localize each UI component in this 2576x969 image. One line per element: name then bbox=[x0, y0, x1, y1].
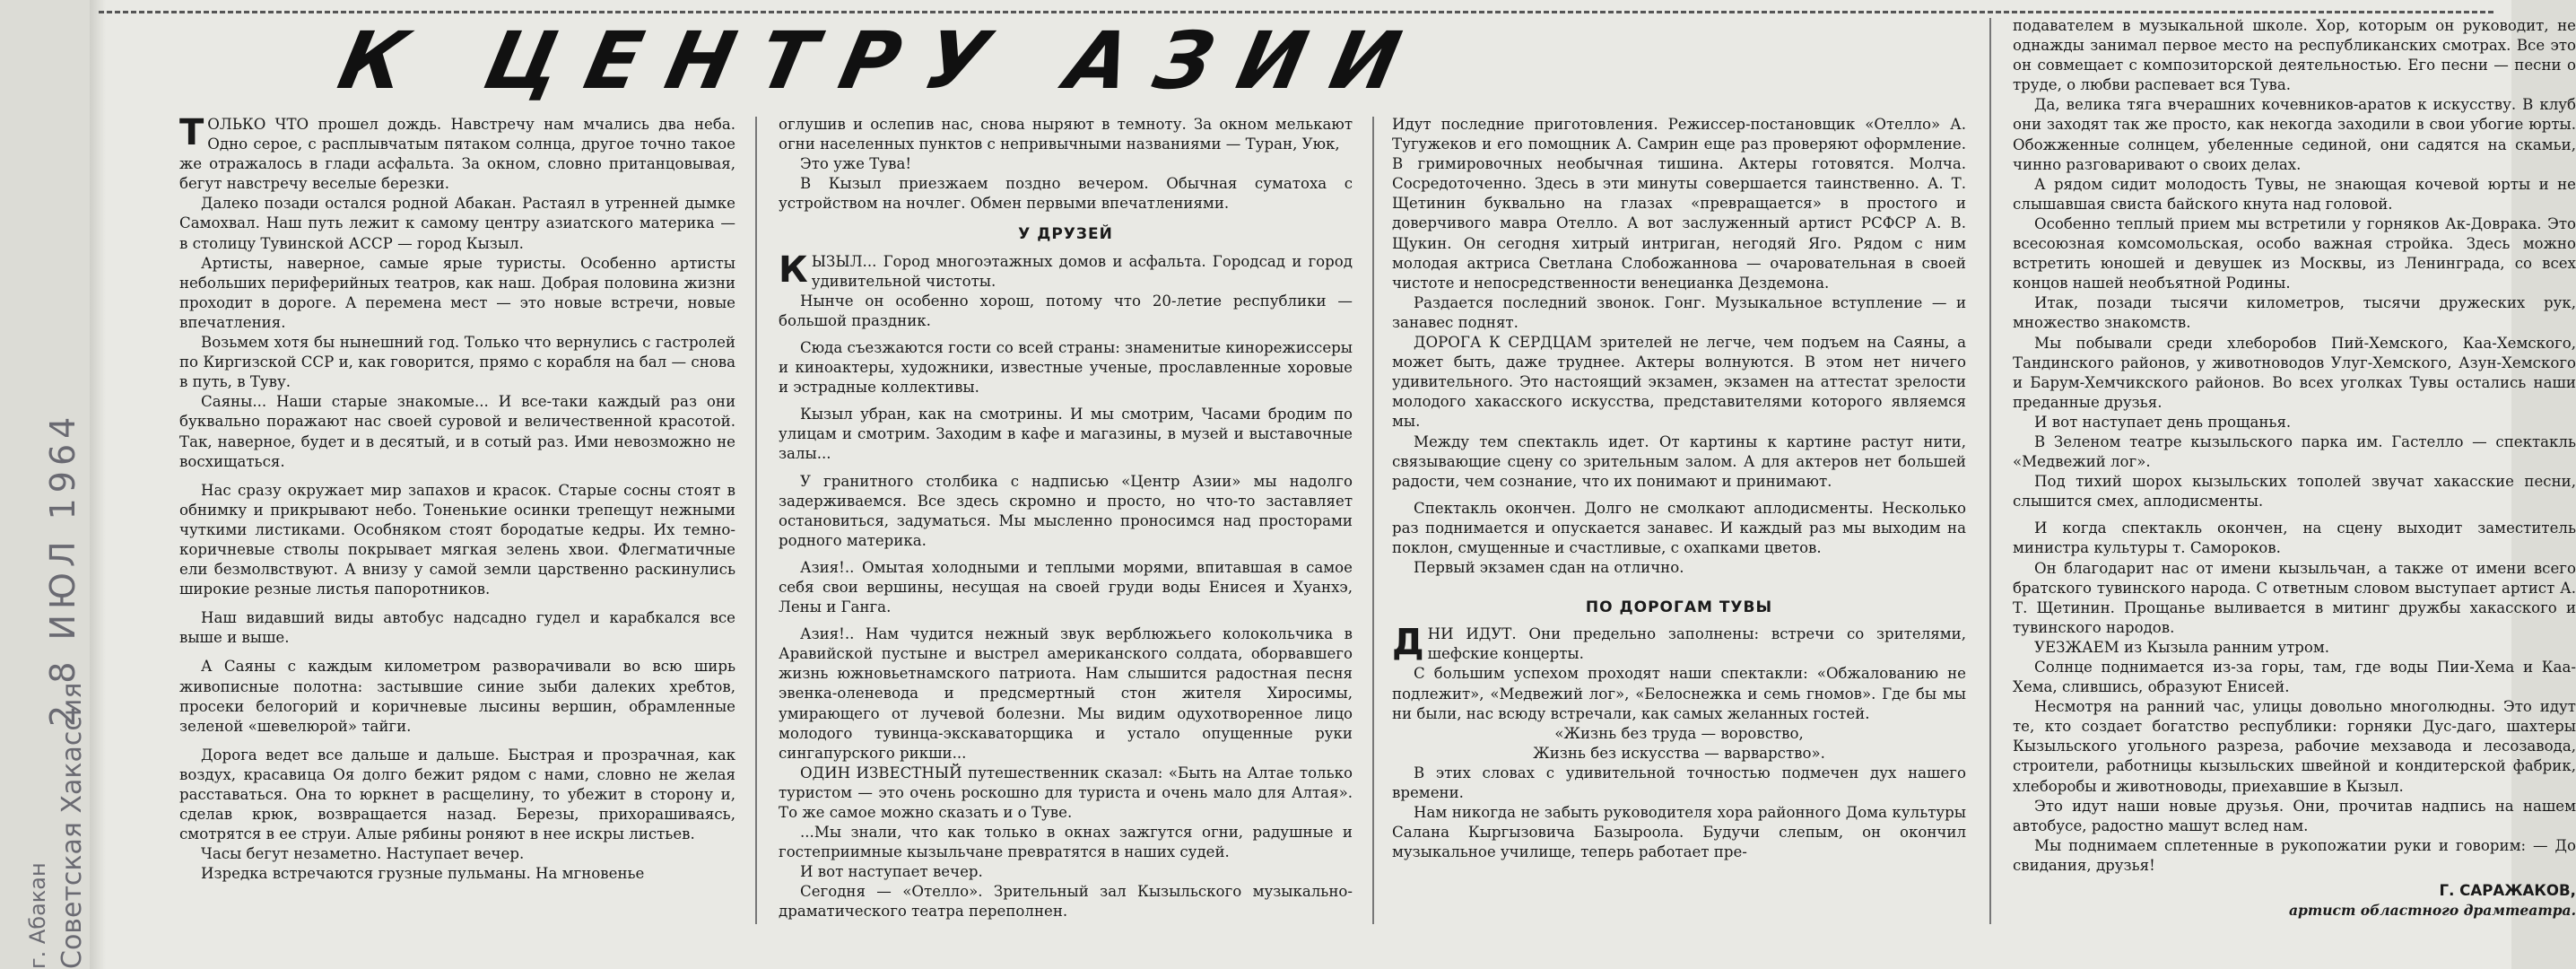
paragraph: Азия!.. Омытая холодными и теплыми морями, впитавшая в самое себя свои вершины, несущая на своей груди воды Енисея и Хуанхэ, Лены и Ганга. bbox=[779, 558, 1353, 616]
column-rule bbox=[1989, 18, 1991, 924]
author-signature: Г. САРАЖАКОВ, bbox=[2439, 882, 2576, 900]
paragraph: А Саяны с каждым километром разворачивали во всю ширь живописные полотна: застывшие синие зыби далеких хребтов, просеки белогорий и коричневые лысины вершин, обрамленные зеленой «шевелюрой» тайги. bbox=[179, 658, 735, 735]
paragraph: Особенно теплый прием мы встретили у горняков Ак-Доврака. Это всесоюзная комсомольская, особо важная стройка. Здесь можно встретить юношей и девушек из Москвы, из Ленинграда, со всех концов нашей необъятной Родины. bbox=[2013, 214, 2576, 292]
paragraph: Наш видавший виды автобус надсадно гудел и карабкался все выше и выше. bbox=[179, 609, 735, 647]
paragraph: Первый экзамен сдан на отлично. bbox=[1414, 559, 1684, 577]
author-role: артист областного драмтеатра. bbox=[2288, 902, 2576, 920]
top-dashed-rule bbox=[99, 11, 2493, 13]
stamp-date: 2 8 ИЮЛ 1964 bbox=[43, 411, 83, 727]
clipping-edge bbox=[90, 0, 106, 969]
stamp-city: г. Абакан bbox=[25, 862, 50, 969]
quote-line: Жизнь без искусства — варварство». bbox=[1533, 744, 1825, 762]
paragraph: Возьмем хотя бы нынешний год. Только что вернулись с гастролей по Киргизской ССР и, как говорится, прямо с корабля на бал — снова в путь, в Туву. bbox=[179, 334, 735, 391]
paragraph: Мы побывали среди хлеборобов Пий-Хемского, Каа-Хемского, Тандинского районов, у животноводов Улуг-Хемского, Азун-Хемского и Барум-Хемчикского районов. Во всех уголках Тувы остались наши преданные друзья. bbox=[2013, 334, 2576, 411]
paragraph: Нас сразу окружает мир запахов и красок. Старые сосны стоят в обнимку и прикрывают небо. Тоненькие осинки трепещут нежными чуткими листиками. Особняком стоят бородатые кедры. Их темно-коричневые стволы покрывает мягкая зелень хвои. Флегматичные ели безмолвствуют. А внизу у самой земли царственно раскинулись широкие резные листья папоротников. bbox=[179, 481, 735, 598]
paragraph: ...Мы знали, что как только в окнах зажгутся огни, радушные и гостеприимные кызыльчане превратятся в наших судей. bbox=[779, 824, 1353, 861]
paragraph: Сегодня — «Отелло». Зрительный зал Кызыльского музыкально-драматического театра переполнен. bbox=[779, 883, 1353, 921]
paragraph: А рядом сидит молодость Тувы, не знающая кочевой юрты и не слышавшая свиста байского кнута над головой. bbox=[2013, 175, 2576, 213]
paragraph: Да, велика тяга вчерашних кочевников-аратов к искусству. В клуб они заходят так же просто, как некогда заходили в свои убогие юрты. Обожженные солнцем, убеленные сединой, они садятся на скамьи, чинно разговаривают о своих делах. bbox=[2013, 96, 2576, 173]
paragraph: Дорога ведет все дальше и дальше. Быстрая и прозрачная, как воздух, красавица Оя долго бежит рядом с нами, словно не желая расставаться. Она то юркнет в расщелину, то убежит в сторону и, сделав крюк, возвращается назад. Березы, прихорашиваясь, смотрятся в ее струи. Алые рябины роняют в нее искры листьев. bbox=[179, 746, 735, 843]
paragraph: В Зеленом театре кызыльского парка им. Гастелло — спектакль «Медвежий лог». bbox=[2013, 432, 2576, 471]
paragraph: Несмотря на ранний час, улицы довольно многолюдны. Это идут те, кто создает богатство республики: горняки Дус-даго, шахтеры Кызыльского угольного разреза, рабочие мехзавода и лесозавода, строители, работницы кызыльских швейной и кондитерской фабрик, хлеборобы и животноводы, приехавшие в Кызыл. bbox=[2013, 698, 2576, 795]
paragraph: КЫЗЫЛ... Город многоэтажных домов и асфальта. Городсад и город удивительной чистоты. bbox=[779, 249, 1353, 291]
paragraph: Спектакль окончен. Долго не смолкают аплодисменты. Несколько раз поднимается и опускается занавес. И каждый раз мы выходим на поклон, смущенные и счастливые, с охапками цветов. bbox=[1392, 499, 1966, 556]
section-heading-roads: ПО ДОРОГАМ ТУВЫ bbox=[1585, 598, 1773, 617]
paragraph: ТОЛЬКО ЧТО прошел дождь. Навстречу нам мчались два неба. Одно серое, с расплывчатым пятаком солнца, другое точно такое же отражалось в глади асфальта. За окном, словно пританцовывая, бегут навстречу веселые березки. bbox=[179, 112, 735, 193]
paragraph: Саяны... Наши старые знакомые... И все-таки каждый раз они буквально поражают нас своей суровой и величественной красотой. Так, наверное, будет и в десятый, и в сотый раз. Ими невозможно не восхищаться. bbox=[179, 393, 735, 470]
column-4 bbox=[2013, 16, 2576, 949]
paragraph: И вот наступает день прощанья. bbox=[2034, 413, 2292, 431]
column-1 bbox=[179, 112, 735, 949]
quote-line: «Жизнь без труда — воровство, bbox=[1554, 724, 1804, 742]
paragraph: Кызыл убран, как на смотрины. И мы смотрим, Часами бродим по улицам и смотрим. Заходим в кафе и магазины, в музей и выставочные залы... bbox=[779, 406, 1353, 463]
paragraph: Это уже Тува! bbox=[800, 155, 911, 173]
paragraph: Мы поднимаем сплетенные в рукопожатии руки и говорим: — До свидания, друзья! bbox=[2013, 836, 2576, 874]
section-heading-friends: У ДРУЗЕЙ bbox=[1018, 225, 1113, 244]
article-headline: К ЦЕНТРУ АЗИИ bbox=[331, 14, 1435, 107]
paragraph: ДОРОГА К СЕРДЦАМ зрителей не легче, чем подъем на Саяны, а может быть, даже труднее. Актеры волнуются. В этом нет ничего удивительного. Это настоящий экзамен, экзамен на аттестат зрелости молодого хакасского искусства, представителями которого являемся мы. bbox=[1392, 334, 1966, 431]
paragraph: Нам никогда не забыть руководителя хора районного Дома культуры Салана Кыргызовича Базыроола. Будучи слепым, он окончил музыкальное училище, теперь работает пре- bbox=[1392, 804, 1966, 861]
column-rule bbox=[755, 117, 757, 924]
paragraph: подавателем в музыкальной школе. Хор, которым он руководит, не однажды занимал первое место на республиканских смотрах. Все это он совмещает с композиторской деятельностью. Его песни — песни о труде, о любви распевает вся Тува. bbox=[2013, 17, 2576, 94]
paragraph: Изредка встречаются грузные пульманы. На мгновенье bbox=[201, 865, 645, 883]
paragraph: У гранитного столбика с надписью «Центр Азии» мы надолго задерживаемся. Все здесь скромно и просто, но что-то заставляет остановиться, задуматься. Мы мысленно проносимся над просторами родного материка. bbox=[779, 472, 1353, 549]
stamp-newspaper: Советская Хакассия bbox=[57, 682, 88, 969]
drop-cap: Т bbox=[179, 112, 205, 153]
paragraph: И когда спектакль окончен, на сцену выходит заместитель министра культуры т. Самороков. bbox=[2013, 519, 2576, 557]
paragraph: В этих словах с удивительной точностью подмечен дух нашего времени. bbox=[1392, 764, 1966, 801]
paragraph: Он благодарит нас от имени кызыльчан, а также от имени всего братского тувинского народа. С ответным словом выступает артист А. Т. Щетинин. Прощанье выливается в митинг дружбы хакасского и тувинского народов. bbox=[2013, 559, 2576, 636]
paragraph: ДНИ ИДУТ. Они предельно заполнены: встречи со зрителями, шефские концерты. bbox=[1392, 622, 1966, 664]
paragraph: оглушив и ослепив нас, снова ныряют в темноту. За окном мелькают огни населенных пунктов с непривычными названиями — Туран, Уюк, bbox=[779, 116, 1353, 153]
column-2 bbox=[779, 115, 1353, 949]
drop-cap: К bbox=[779, 249, 808, 291]
paragraph: Нынче он особенно хорош, потому что 20-летие республики — большой праздник. bbox=[779, 292, 1353, 329]
paragraph: И вот наступает вечер. bbox=[800, 863, 983, 881]
paragraph: Далеко позади остался родной Абакан. Растаял в утренней дымке Самохвал. Наш путь лежит к самому центру азиатского материка — в столицу Тувинской АССР — город Кызыл. bbox=[179, 195, 735, 252]
column-rule bbox=[1372, 117, 1374, 924]
paragraph: Артисты, наверное, самые ярые туристы. Особенно артисты небольших периферийных театров, как наш. Добрая половина жизни проходит в дороге. А перемена мест — это новые встречи, новые впечатления. bbox=[179, 254, 735, 331]
paragraph: Между тем спектакль идет. От картины к картине растут нити, связывающие сцену со зрительным залом. А для актеров нет большей радости, чем сознание, что их понимают и принимают. bbox=[1392, 432, 1966, 490]
paragraph: Азия!.. Нам чудится нежный звук верблюжьего колокольчика в Аравийской пустыне и выстрел американского солдата, оборвавшего жизнь южновьетнамского патриота. Нам слышится радостная песня эвенка-оленевода и предсмертный стон жителя Хиросимы, умирающего от лучевой болезни. Мы видим одухотворенное лицо молодого тувинца-экскаваторщика и устало опущенные руки сингапурского рикши... bbox=[779, 625, 1353, 762]
paragraph: Солнце поднимается из-за горы, там, где воды Пии-Хема и Каа-Хема, слившись, образуют Енисей. bbox=[2013, 659, 2576, 696]
paragraph: В Кызыл приезжаем поздно вечером. Обычная суматоха с устройством на ночлег. Обмен первыми впечатлениями. bbox=[779, 175, 1353, 213]
drop-cap: Д bbox=[1392, 622, 1424, 664]
newspaper-clipping bbox=[90, 0, 2576, 969]
paragraph: Сюда съезжаются гости со всей страны: знаменитые кинорежиссеры и кинoактеры, художники, известные ученые, прославленные хоровые и эстрадные коллективы. bbox=[779, 338, 1353, 397]
paragraph: Часы бегут незаметно. Наступает вечер. bbox=[201, 845, 525, 863]
paragraph: Под тихий шорох кызыльских тополей звучат хакасские песни, слышится смех, аплодисменты. bbox=[2013, 473, 2576, 511]
paragraph: Идут последние приготовления. Режиссер-постановщик «Отелло» А. Тугужеков и его помощник А. Самрин еще раз проверяют оформление. В гримировочных необычная тишина. Актеры готовятся. Молча. Сосредоточенно. Здесь в эти минуты совершается таинственно. А. Т. Щетинин буквально на глазах «превращается» в простого и доверчивого мавра Отелло. А вот заслуженный артист РСФСР А. В. Щукин. Он сегодня хитрый интриган, негодяй Яго. Рядом с ним молодая актриса Светлана Слобожаннова — очаровательная в своей чистоте и непосредственности венецианка Дездемона. bbox=[1392, 116, 1966, 292]
paragraph: ОДИН ИЗВЕСТНЫЙ путешественник сказал: «Быть на Алтае только туристом — это очень роскошно для туриста и очень мало для Алтая». То же самое можно сказать и о Туве. bbox=[779, 764, 1353, 821]
paragraph: УЕЗЖАЕМ из Кызыла ранним утром. bbox=[2034, 638, 2330, 656]
archive-stamp bbox=[7, 341, 88, 969]
paragraph: Раздается последний звонок. Гонг. Музыкальное вступление — и занавес поднят. bbox=[1392, 293, 1966, 331]
paragraph: С большим успехом проходят наши спектакли: «Обжалованию не подлежит», «Медвежий лог», «Белоснежка и семь гномов». Где бы мы ни были, нас всюду встречали, как самых желанных гостей. bbox=[1392, 665, 1966, 722]
column-3 bbox=[1392, 115, 1966, 949]
paragraph: Итак, позади тысячи километров, тысячи дружеских рук, множество знакомств. bbox=[2013, 294, 2576, 332]
paragraph: Это идут наши новые друзья. Они, прочитав надпись на нашем автобусе, радостно машут вслед нам. bbox=[2013, 797, 2576, 834]
